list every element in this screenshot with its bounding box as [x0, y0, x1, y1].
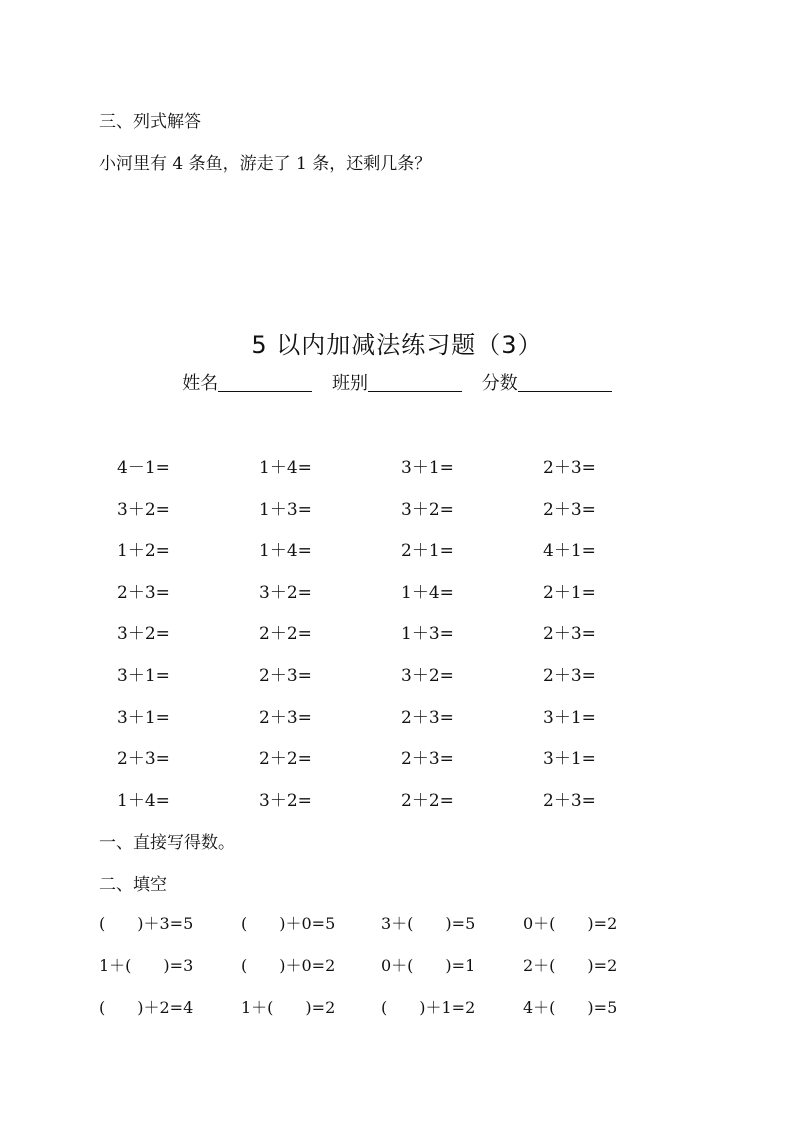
- fill-blank-item: ( )＋1=2: [381, 998, 476, 1017]
- equation-item: 4＋1=: [543, 541, 596, 562]
- fill-blank-item: 2＋( )=2: [523, 956, 618, 975]
- equation-item: 3＋1=: [117, 666, 170, 686]
- equation-item: 2＋3=: [543, 458, 596, 478]
- fill-blank-item: 4＋( )=5: [523, 998, 618, 1017]
- equation-item: 3＋1=: [543, 707, 596, 728]
- equation-item: 2＋2=: [259, 624, 312, 645]
- equation-item: 2＋2=: [259, 749, 312, 770]
- section-1-heading: 一、直接写得数。: [99, 833, 235, 853]
- fill-blank-item: 0＋( )=2: [523, 914, 618, 933]
- equation-item: 2＋3=: [401, 749, 454, 770]
- equation-item: 3＋1=: [117, 707, 170, 728]
- fill-blank-item: 1＋( )=3: [99, 956, 194, 975]
- name-field: [182, 373, 312, 394]
- class-field: [332, 373, 462, 394]
- equation-item: 2＋3=: [543, 499, 596, 520]
- equation-item: 2＋3=: [401, 707, 454, 728]
- name-blank[interactable]: [218, 373, 312, 392]
- section-3-heading: 三、列式解答: [99, 112, 201, 132]
- equation-item: 3＋1=: [543, 749, 596, 770]
- fill-blank-item: 1＋( )=2: [241, 998, 336, 1017]
- fill-blank-item: ( )＋3=5: [99, 914, 194, 933]
- page-title: 5 以内加减法练习题（3）: [251, 331, 543, 359]
- equation-item: 2＋1=: [401, 541, 454, 562]
- student-info: [0, 369, 794, 395]
- equation-item: 2＋3=: [543, 790, 596, 811]
- section-2-heading: 二、填空: [99, 875, 167, 895]
- equation-item: 2＋3=: [117, 582, 170, 603]
- fill-blank-item: ( )＋0=5: [241, 914, 336, 933]
- fill-blank-item: ( )＋0=2: [241, 956, 336, 975]
- equation-item: 1＋4=: [401, 582, 454, 603]
- equation-item: 2＋3=: [543, 666, 596, 686]
- fill-blank-item: 3＋( )=5: [381, 914, 476, 933]
- word-problem: 小河里有 4 条鱼，游走了 1 条，还剩几条？: [99, 154, 432, 174]
- score-blank[interactable]: [518, 373, 612, 392]
- equation-item: 3＋2=: [117, 499, 170, 520]
- equation-item: 2＋2=: [401, 790, 454, 811]
- equation-item: 1＋2=: [117, 541, 170, 562]
- class-blank[interactable]: [368, 373, 462, 392]
- score-label: 分数: [481, 373, 518, 394]
- equation-item: 4－1=: [117, 458, 170, 478]
- equation-item: 2＋3=: [259, 707, 312, 728]
- equation-item: 1＋4=: [259, 458, 312, 478]
- equation-item: 3＋1=: [401, 458, 454, 478]
- equation-item: 3＋2=: [117, 624, 170, 645]
- class-label: 班别: [332, 373, 368, 394]
- equation-item: 1＋4=: [259, 541, 312, 562]
- equation-item: 3＋2=: [401, 499, 454, 520]
- equation-item: 2＋3=: [117, 749, 170, 770]
- score-field: [482, 373, 612, 394]
- fill-blank-item: ( )＋2=4: [99, 998, 194, 1017]
- equation-item: 3＋2=: [259, 582, 312, 603]
- equation-item: 1＋4=: [117, 790, 170, 811]
- equation-item: 1＋3=: [259, 499, 312, 520]
- equation-item: 2＋3=: [259, 666, 312, 686]
- equation-item: 1＋3=: [401, 624, 454, 645]
- equation-item: 3＋2=: [259, 790, 312, 811]
- equation-item: 3＋2=: [401, 666, 454, 686]
- name-label: 姓名: [182, 373, 219, 394]
- equation-item: 2＋3=: [543, 624, 596, 645]
- equation-item: 2＋1=: [543, 582, 596, 603]
- fill-blank-item: 0＋( )=1: [381, 956, 476, 975]
